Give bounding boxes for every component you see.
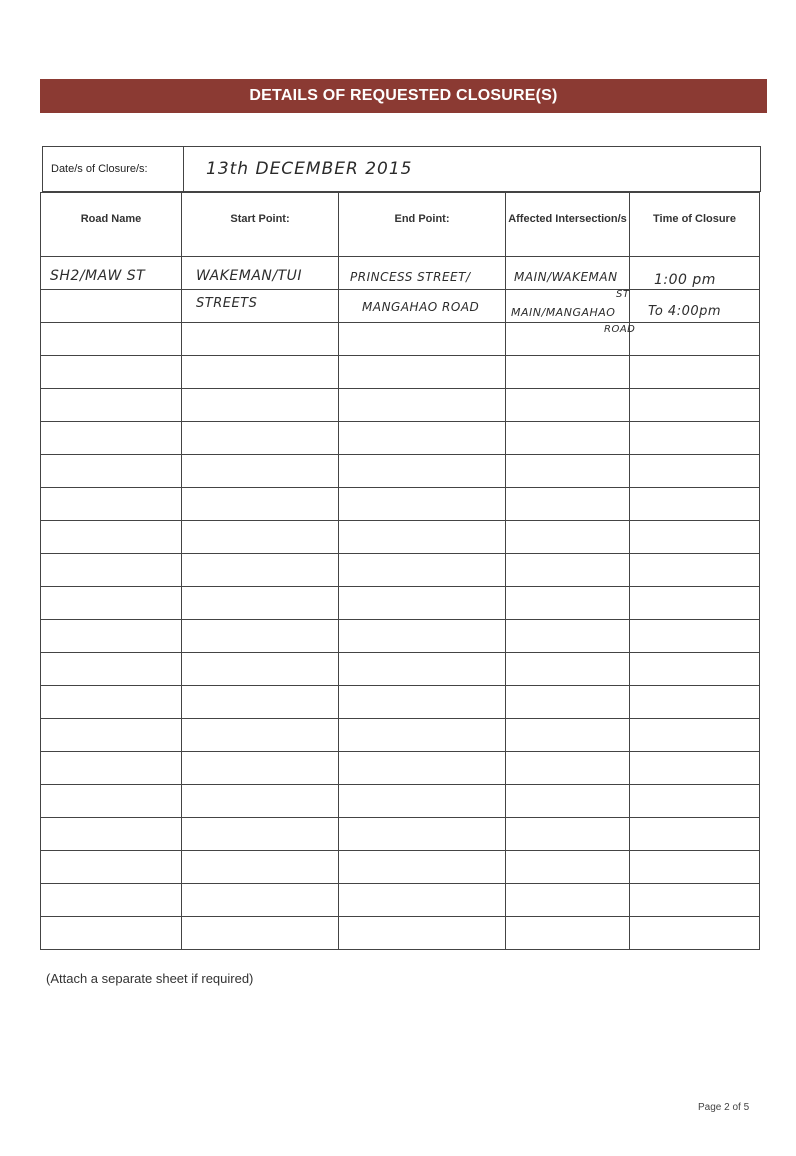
end-point-entry-line2[interactable]: MANGAHAO ROAD <box>362 300 480 314</box>
table-cell[interactable] <box>182 488 339 521</box>
table-row <box>41 752 760 785</box>
table-cell[interactable] <box>506 686 630 719</box>
table-row <box>41 389 760 422</box>
table-cell[interactable] <box>339 653 506 686</box>
table-cell[interactable] <box>41 290 182 323</box>
table-cell[interactable] <box>506 488 630 521</box>
table-cell[interactable] <box>41 884 182 917</box>
table-cell[interactable] <box>182 752 339 785</box>
table-cell[interactable] <box>41 686 182 719</box>
table-cell[interactable] <box>339 422 506 455</box>
table-cell[interactable] <box>339 521 506 554</box>
table-cell[interactable] <box>630 785 760 818</box>
table-cell[interactable] <box>506 422 630 455</box>
table-cell[interactable] <box>339 686 506 719</box>
attach-sheet-note: (Attach a separate sheet if required) <box>46 971 254 986</box>
table-cell[interactable] <box>41 554 182 587</box>
table-cell[interactable] <box>339 323 506 356</box>
table-cell[interactable] <box>182 587 339 620</box>
table-cell[interactable] <box>41 587 182 620</box>
closure-date-row <box>42 146 761 192</box>
table-cell[interactable] <box>506 521 630 554</box>
table-row <box>41 653 760 686</box>
table-cell[interactable] <box>339 587 506 620</box>
intersection-entry-line2[interactable]: MAIN/MANGAHAO <box>511 306 616 319</box>
table-cell[interactable] <box>506 917 630 950</box>
table-row <box>41 818 760 851</box>
table-cell[interactable] <box>182 884 339 917</box>
table-cell[interactable] <box>630 389 760 422</box>
table-cell[interactable] <box>339 851 506 884</box>
start-point-entry-line2[interactable]: STREETS <box>196 296 258 311</box>
table-cell[interactable] <box>506 620 630 653</box>
table-cell[interactable] <box>506 455 630 488</box>
intersection-entry-line1[interactable]: MAIN/WAKEMAN <box>514 270 618 284</box>
page-number: Page 2 of 5 <box>698 1102 750 1113</box>
table-cell[interactable] <box>630 587 760 620</box>
table-row <box>41 851 760 884</box>
table-cell[interactable] <box>339 389 506 422</box>
table-row <box>41 356 760 389</box>
table-cell[interactable] <box>339 884 506 917</box>
intersection-entry-line2-suffix[interactable]: ROAD <box>604 324 636 335</box>
table-cell[interactable] <box>630 719 760 752</box>
table-row <box>41 521 760 554</box>
table-cell[interactable] <box>41 719 182 752</box>
table-cell[interactable] <box>339 554 506 587</box>
table-cell[interactable] <box>506 356 630 389</box>
table-row <box>41 488 760 521</box>
table-cell[interactable] <box>41 851 182 884</box>
table-cell[interactable] <box>630 884 760 917</box>
section-title: DETAILS OF REQUESTED CLOSURE(S) <box>40 79 767 113</box>
table-cell[interactable] <box>182 389 339 422</box>
table-row <box>41 620 760 653</box>
table-cell[interactable] <box>339 488 506 521</box>
table-row <box>41 323 760 356</box>
table-cell[interactable] <box>506 389 630 422</box>
table-row <box>41 686 760 719</box>
table-cell[interactable] <box>630 653 760 686</box>
table-cell[interactable] <box>182 455 339 488</box>
table-cell[interactable] <box>630 851 760 884</box>
table-cell[interactable] <box>41 620 182 653</box>
table-cell[interactable] <box>41 356 182 389</box>
table-cell[interactable] <box>41 455 182 488</box>
table-cell[interactable] <box>630 323 760 356</box>
table-row <box>41 455 760 488</box>
table-cell[interactable] <box>182 818 339 851</box>
table-row <box>41 917 760 950</box>
table-cell[interactable] <box>339 719 506 752</box>
table-cell[interactable] <box>630 488 760 521</box>
table-cell[interactable] <box>182 917 339 950</box>
table-cell[interactable] <box>506 752 630 785</box>
table-row <box>41 785 760 818</box>
table-cell[interactable] <box>630 554 760 587</box>
column-header-end-point: End Point: <box>339 193 506 257</box>
table-cell[interactable] <box>630 620 760 653</box>
table-cell[interactable] <box>182 356 339 389</box>
table-cell[interactable] <box>506 554 630 587</box>
table-cell[interactable] <box>506 653 630 686</box>
table-cell[interactable] <box>182 521 339 554</box>
column-header-road-name: Road Name <box>41 193 182 257</box>
table-cell[interactable] <box>630 752 760 785</box>
table-cell[interactable] <box>182 323 339 356</box>
table-cell[interactable] <box>182 719 339 752</box>
table-cell[interactable] <box>506 884 630 917</box>
table-cell[interactable] <box>339 818 506 851</box>
start-point-entry-line1[interactable]: WAKEMAN/TUI <box>196 268 303 284</box>
table-row <box>41 587 760 620</box>
table-cell[interactable] <box>506 587 630 620</box>
table-row <box>41 422 760 455</box>
table-cell[interactable] <box>630 455 760 488</box>
table-cell[interactable] <box>339 455 506 488</box>
road-name-entry[interactable]: SH2/MAW ST <box>50 268 146 284</box>
end-point-entry-line1[interactable]: PRINCESS STREET/ <box>350 270 471 284</box>
table-cell[interactable] <box>41 389 182 422</box>
table-cell[interactable] <box>41 818 182 851</box>
closure-date-label: Date/s of Closure/s: <box>43 147 184 191</box>
table-cell[interactable] <box>182 422 339 455</box>
table-cell[interactable] <box>630 818 760 851</box>
table-cell[interactable] <box>339 356 506 389</box>
table-cell[interactable] <box>339 752 506 785</box>
table-cell[interactable] <box>630 686 760 719</box>
table-cell[interactable] <box>41 785 182 818</box>
table-cell[interactable] <box>506 818 630 851</box>
table-cell[interactable] <box>630 422 760 455</box>
table-row <box>41 554 760 587</box>
table-cell[interactable] <box>41 752 182 785</box>
intersection-entry-line1-suffix[interactable]: ST <box>616 289 630 300</box>
table-row <box>41 719 760 752</box>
column-header-start-point: Start Point: <box>182 193 339 257</box>
table-cell[interactable] <box>182 620 339 653</box>
time-entry-line1[interactable]: 1:00 pm <box>654 272 716 288</box>
table-cell[interactable] <box>339 917 506 950</box>
table-cell[interactable] <box>41 422 182 455</box>
table-cell[interactable] <box>506 719 630 752</box>
time-entry-line2[interactable]: To 4:00pm <box>648 304 722 319</box>
table-cell[interactable] <box>630 917 760 950</box>
table-cell[interactable] <box>339 785 506 818</box>
table-cell[interactable] <box>182 686 339 719</box>
table-cell[interactable] <box>182 554 339 587</box>
table-cell[interactable] <box>182 653 339 686</box>
table-cell[interactable] <box>506 785 630 818</box>
table-cell[interactable] <box>630 521 760 554</box>
table-cell[interactable] <box>41 521 182 554</box>
closure-date-value[interactable]: 13th DECEMBER 2015 <box>206 159 413 179</box>
table-cell[interactable] <box>41 323 182 356</box>
table-cell[interactable] <box>182 851 339 884</box>
table-cell[interactable] <box>630 356 760 389</box>
table-cell[interactable] <box>339 620 506 653</box>
column-header-affected-intersections: Affected Intersection/s <box>506 193 630 257</box>
table-row <box>41 884 760 917</box>
table-cell[interactable] <box>182 785 339 818</box>
table-cell[interactable] <box>506 851 630 884</box>
column-header-time-of-closure: Time of Closure <box>630 193 760 257</box>
table-cell[interactable] <box>41 488 182 521</box>
table-cell[interactable] <box>41 653 182 686</box>
table-cell[interactable] <box>41 917 182 950</box>
table-header-row <box>41 193 760 257</box>
